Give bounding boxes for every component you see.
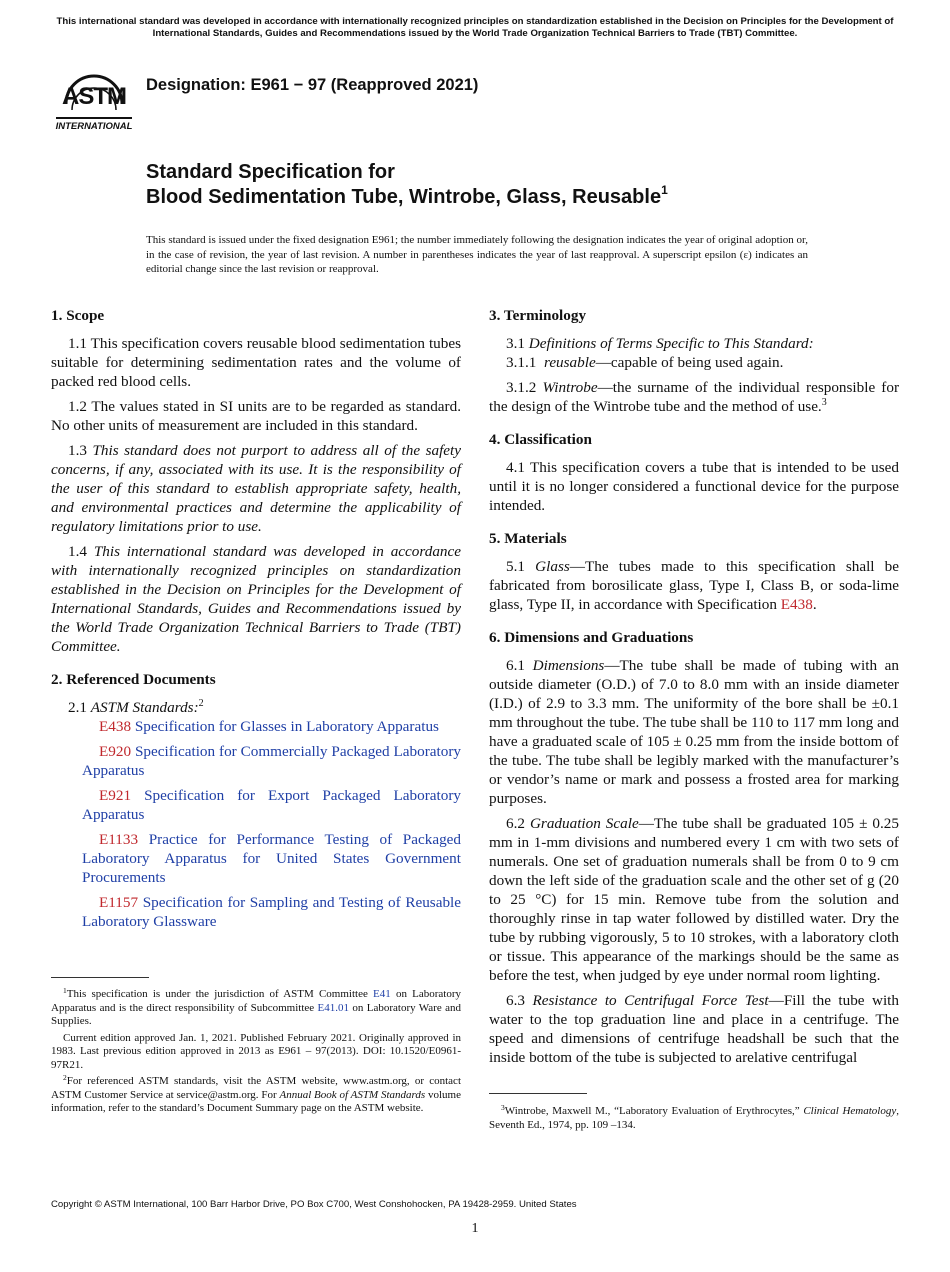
title-line-1: Standard Specification for: [146, 161, 395, 183]
materials-p1-end: .: [812, 596, 817, 613]
dimensions-p2-text: —The tube shall be graduated 105 ± 0.25 mm in 1-mm divisions and numbered every 1 cm with two sets of numerals. One set of graduation numerals shall be from 0 to 9 cm down the left side of the graduation scale and the other set of g (20 to 25 °C) for 15 min. Remove tube from the solution and thoroughly rinse in tap water followed by distilled water. Dry the tube by rubbing vigorously, 5 to 10 strokes, with a laboratory cloth or tissue. This appearance of the markings should be the same as before the test, when judged by eye under normal room lighting.: [489, 815, 899, 984]
ref-code-link[interactable]: E921: [99, 787, 132, 804]
ref-item: [51, 717, 461, 736]
classification-heading: 4. Classification: [489, 431, 592, 448]
footnote-3-text: Wintrobe, Maxwell M., “Laboratory Evaluation of Erythrocytes,”: [504, 1105, 804, 1117]
dimensions-p2-num: 6.2: [506, 815, 525, 832]
issued-note: This standard is issued under the fixed designation E961; the number immediately following the designation indicates the year of original adoption or, in the case of revision, the year of last revision. A number in parentheses indicates the year of last reapproval. A superscript epsilon (ε) indicates an editorial change since the last revision or reapproval.: [146, 234, 808, 276]
copyright-line: Copyright © ASTM International, 100 Barr Harbor Drive, PO Box C700, West Conshohocken, PA 19428-2959. United States: [51, 1199, 577, 1210]
ref-item: [51, 830, 461, 887]
dimensions-p1-num: 6.1: [506, 657, 525, 674]
footnote-2-mark: 2: [63, 1073, 67, 1082]
terminology-p3-term: Wintrobe: [542, 379, 598, 396]
scope-p4-text: This international standard was developed in accordance with internationally recognized principles on standardization established in the Decision on Principles for the Development of International Standards, Guides and Recommendations issued by the World Trade Organization Technical Barriers to Trade (TBT) Committee.: [51, 543, 461, 655]
scope-heading: 1. Scope: [51, 307, 105, 324]
materials-p1: [489, 557, 899, 614]
materials-p1-num: 5.1: [506, 558, 525, 575]
title-line-2: [146, 185, 668, 210]
dimensions-p2: [489, 814, 899, 985]
terminology-p3-def: —the surname of the individual responsible for the design of the Wintrobe tube and the method of use.: [489, 379, 899, 415]
title-line-2-text: Blood Sedimentation Tube, Wintrobe, Glass, Reusable: [146, 186, 662, 208]
ref-title-link[interactable]: Specification for Sampling and Testing of Reusable Laboratory Glassware: [82, 894, 461, 930]
ref-item: [51, 893, 461, 931]
referenced-heading: 2. Referenced Documents: [51, 671, 216, 688]
ref-title-link[interactable]: Specification for Commercially Packaged Laboratory Apparatus: [82, 743, 462, 779]
dimensions-p3-term: Resistance to Centrifugal Force Test: [532, 992, 769, 1009]
terminology-p1-num: 3.1: [506, 335, 525, 352]
referenced-sub-mark: 2: [198, 698, 204, 709]
subcommittee-link[interactable]: E41.01: [317, 1001, 349, 1014]
footnote-1-text: This specification is under the jurisdiction of ASTM Committee: [66, 988, 374, 1000]
footnote-rule-right: [489, 1093, 587, 1094]
terminology-heading: 3. Terminology: [489, 307, 587, 324]
left-column: [51, 306, 461, 937]
title-footnote-mark: 1: [661, 183, 668, 197]
materials-p1-term: Glass: [535, 558, 570, 575]
ref-code-link[interactable]: E1157: [99, 894, 139, 911]
terminology-p2: [489, 353, 899, 372]
dimensions-p1-text: —The tube shall be made of tubing with an outside diameter (O.D.) of 7.0 to 8.0 mm with an inside diameter (I.D.) of 2.9 to 3.3 mm. The uniformity of the bore shall be ±0.1 mm throughout the tube. The tube shall be 110 to 117 mm long and have a graduated scale of 105 ± 0.25 mm from the inside bottom of the tube. The tube shall be legibly marked with the manufacturer’s or vendor’s name or mark and possess a frosted area for marking purposes.: [489, 657, 900, 807]
ref-title-link[interactable]: Specification for Export Packaged Laboratory Apparatus: [82, 787, 462, 823]
footnote-1-mark: 1: [63, 986, 67, 995]
scope-p3-text: This standard does not purport to address all of the safety concerns, if any, associated with its use. It is the responsibility of the user of this standard to establish appropriate safety, health, and environmental practices and determine the applicability of regulatory limitations prior to use.: [51, 442, 462, 535]
footnote-rule-left: [51, 977, 149, 978]
terminology-p1: [489, 334, 899, 353]
dimensions-p3-num: 6.3: [506, 992, 525, 1009]
dimensions-heading: 6. Dimensions and Graduations: [489, 629, 694, 646]
footnote-1-edition: Current edition approved Jan. 1, 2021. Published February 2021. Originally approved in 1983. Last previous edition approved in 2013 as E961 – 97(2013). DOI: 10.1520/E0961-97R21.: [51, 1031, 461, 1071]
footnote-2-italic: Annual Book of ASTM Standards: [279, 1088, 426, 1101]
referenced-list: [51, 717, 461, 931]
dimensions-p2-term: Graduation Scale: [529, 815, 639, 832]
ref-code-link[interactable]: E438: [99, 718, 132, 735]
spec-e438-link[interactable]: E438: [780, 596, 813, 613]
ref-code-link[interactable]: E1133: [99, 831, 139, 848]
committee-link[interactable]: E41: [373, 988, 391, 1000]
dimensions-p3-text: —Fill the tube with water to the top graduation line and place in a centrifuge. The speed and dimensions of centrifuge headshall be such that the inside bottom of the tube is subjected to arelative centrifugal: [489, 992, 899, 1066]
ref-item: [51, 742, 461, 780]
wto-notice: This international standard was developed in accordance with internationally recognized principles on standardization established in the Decision on Principles for the Development of International Standards, Guides and Recommendations issued by the World Trade Organization Technical Barriers to Trade (TBT) Committee.: [56, 16, 894, 39]
scope-p3: [51, 441, 461, 536]
footnote-3: [489, 1105, 899, 1132]
astm-logo: [52, 58, 136, 132]
materials-p1-text: —The tubes made to this specification shall be fabricated from borosilicate glass, Type I, Class B, or soda-lime glass, Type II, in accordance with Specification: [489, 558, 900, 613]
materials-heading: 5. Materials: [489, 530, 567, 547]
logo-letters: ASTM: [62, 83, 126, 110]
ref-title-link[interactable]: Practice for Performance Testing of Packaged Laboratory Apparatus for United States Government Procurements: [82, 831, 461, 886]
ref-title-link[interactable]: Specification for Glasses in Laboratory Apparatus: [134, 718, 439, 735]
scope-p1: 1.1 This specification covers reusable blood sedimentation tubes suitable for determining sedimentation rates and the volume of packed red blood cells.: [51, 335, 461, 390]
footnote-2-text: For referenced ASTM standards, visit the ASTM website, www.astm.org, or contact ASTM Customer Service at service@astm.org. For: [51, 1075, 461, 1101]
document-title: [146, 160, 668, 210]
classification-p1: 4.1 This specification covers a tube that is intended to be used until it is no longer considered a functional device for the purpose intended.: [489, 459, 899, 514]
dimensions-p1-term: Dimensions: [532, 657, 605, 674]
terminology-p3: [489, 378, 899, 416]
footnote-1-text-b: on Laboratory Apparatus and is the direct responsibility of Subcommittee: [51, 988, 461, 1014]
scope-p4: [51, 542, 461, 656]
right-column: [489, 306, 899, 1073]
footnote-1-text-c: on Laboratory Ware and Supplies.: [51, 1001, 461, 1027]
ref-code-link[interactable]: E920: [99, 743, 132, 760]
footnote-2-text-b: volume information, refer to the standard’s Document Summary page on the ASTM website.: [51, 1088, 461, 1114]
terminology-p3-num: 3.1.2: [506, 379, 537, 396]
scope-p2: 1.2 The values stated in SI units are to be regarded as standard. No other units of measurement are included in this standard.: [51, 398, 461, 434]
referenced-sub-label: ASTM Standards:: [90, 699, 199, 716]
footnotes-right: [489, 1105, 899, 1132]
referenced-sub-num: 2.1: [68, 699, 87, 716]
footnote-3-text-b: , Seventh Ed., 1974, pp. 109 –134.: [489, 1105, 899, 1131]
terminology-p2-def: —capable of being used again.: [595, 354, 784, 371]
footnote-2: [51, 1075, 461, 1116]
designation: Designation: E961 − 97 (Reapproved 2021): [146, 76, 479, 94]
terminology-p2-term: reusable: [543, 354, 596, 371]
logo-international: INTERNATIONAL: [55, 121, 133, 132]
page-number: 1: [471, 1221, 479, 1236]
ref-item: [51, 786, 461, 824]
footnotes-left: [51, 988, 461, 1116]
scope-p4-num: 1.4: [68, 543, 87, 560]
terminology-p3-mark: 3: [821, 397, 827, 408]
footnote-1: [51, 988, 461, 1029]
referenced-sub: [51, 698, 461, 717]
dimensions-p3: [489, 991, 899, 1067]
dimensions-p1: [489, 656, 899, 808]
footnote-3-mark: 3: [501, 1103, 505, 1112]
terminology-p1-label: Definitions of Terms Specific to This Standard:: [528, 335, 814, 352]
footnote-3-italic: Clinical Hematology: [803, 1105, 897, 1117]
scope-p3-num: 1.3: [68, 442, 87, 459]
terminology-p2-num: 3.1.1: [506, 354, 537, 371]
